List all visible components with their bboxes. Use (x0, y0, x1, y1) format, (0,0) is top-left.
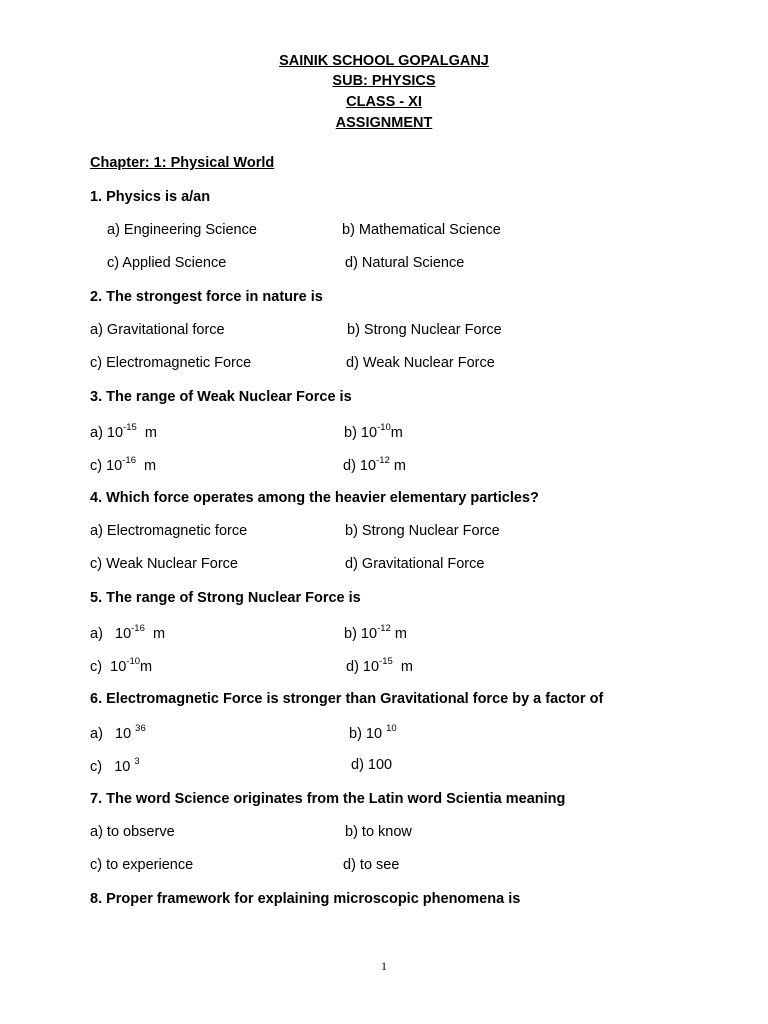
assignment-title: ASSIGNMENT (335, 115, 433, 131)
q3-option-d: d) $10^{-12}$ m (343, 455, 406, 474)
q4-option-a: a) Electromagnetic force (90, 523, 248, 539)
q7-option-a: a) to observe (90, 824, 175, 840)
question-1: 1. Physics is a/an (90, 189, 211, 205)
question-8: 8. Proper framework for explaining microscopic phenomena is (90, 891, 521, 907)
q6-option-b: b) 10 $^{10}$ (349, 723, 397, 742)
q6-option-d: d) 100 (351, 757, 393, 773)
question-6: 6. Electromagnetic Force is stronger than Gravitational force by a factor of (90, 691, 604, 707)
q7-option-d: d) to see (343, 857, 400, 873)
question-7: 7. The word Science originates from the Latin word Scientia meaning (90, 791, 566, 807)
class-title: CLASS - XI (346, 94, 422, 110)
q1-option-d: d) Natural Science (345, 255, 465, 271)
question-4: 4. Which force operates among the heavier elementary particles? (90, 490, 539, 506)
q1-option-a: a) Engineering Science (107, 222, 257, 238)
q7-option-b: b) to know (345, 824, 412, 840)
chapter-heading: Chapter: 1: Physical World (90, 155, 275, 171)
q5-option-b: b) $10^{-12}$ m (344, 623, 407, 642)
q2-option-c: c) Electromagnetic Force (90, 355, 252, 371)
q5-option-a: a) $10^{-16}$ m (90, 623, 166, 642)
question-2: 2. The strongest force in nature is (90, 289, 323, 305)
subject-title: SUB: PHYSICS (332, 73, 436, 89)
q4-option-d: d) Gravitational Force (345, 556, 485, 572)
q1-option-c: c) Applied Science (107, 255, 227, 271)
q4-option-b: b) Strong Nuclear Force (345, 523, 500, 539)
q5-option-c: c) $10^{-10}m$ (90, 656, 153, 675)
page-number: 1 (381, 959, 387, 973)
q3-option-b: b) $10^{-10}m$ (344, 422, 403, 441)
q2-option-a: a) Gravitational force (90, 322, 225, 338)
q2-option-b: b) Strong Nuclear Force (347, 322, 502, 338)
q3-option-a: a) $10^{-15}$ m (90, 422, 157, 441)
q4-option-c: c) Weak Nuclear Force (90, 556, 238, 572)
q6-option-c: c) 10 $^3$ (90, 756, 140, 775)
q1-option-b: b) Mathematical Science (342, 222, 501, 238)
school-name: SAINIK SCHOOL GOPALGANJ (279, 53, 489, 69)
question-5: 5. The range of Strong Nuclear Force is (90, 590, 361, 606)
q5-option-d: d) $10^{-15}$ m (346, 656, 413, 675)
q6-option-a: a) 10 $^{36}$ (90, 723, 146, 742)
q3-option-c: c) $10^{-16}$ m (90, 455, 157, 474)
question-3: 3. The range of Weak Nuclear Force is (90, 389, 352, 405)
q7-option-c: c) to experience (90, 857, 194, 873)
q2-option-d: d) Weak Nuclear Force (346, 355, 495, 371)
